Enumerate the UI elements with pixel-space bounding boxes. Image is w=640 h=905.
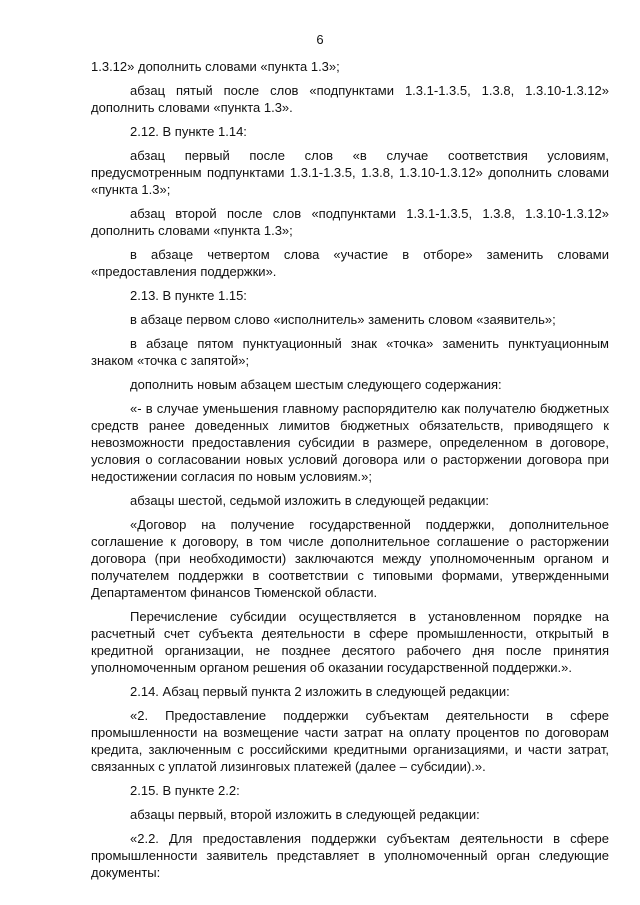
- paragraph-2: абзац пятый после слов «подпунктами 1.3.1-1.3.5, 1.3.8, 1.3.10-1.3.12» дополнить словами «пункта 1.3».: [91, 83, 609, 115]
- section-2-12-heading: 2.12. В пункте 1.14:: [130, 124, 247, 139]
- section-2-14-heading: 2.14. Абзац первый пункта 2 изложить в следующей редакции:: [130, 684, 510, 699]
- paragraph-13: «Договор на получение государственной поддержки, дополнительное соглашение к договору, в том числе дополнительное соглашение о расторжении договора (при необходимости) заключаются между уполномоченным органом и получателем поддержки в соответствии с типовыми формами, утвержденными Департаментом финансов Тюменской области.: [91, 517, 609, 600]
- paragraph-1: 1.3.12» дополнить словами «пункта 1.3»;: [91, 59, 340, 74]
- section-2-13-heading: 2.13. В пункте 1.15:: [130, 288, 247, 303]
- document-body: [91, 58, 609, 888]
- paragraph-14: Перечисление субсидии осуществляется в установленном порядке на расчетный счет субъекта деятельности в сфере промышленности, открытый в кредитной организации, не позднее десятого рабочего дня после принятия уполномоченным органом решения об оказании государственной поддержки.».: [91, 609, 609, 675]
- paragraph-11: «- в случае уменьшения главному распорядителю как получателю бюджетных средств ранее доведенных лимитов бюджетных обязательств, приводящего к невозможности предоставления субсидии в размере, определенном в договоре, условия о согласовании новых условий договора или о расторжении договора при недостижении согласия по новым условиям.»;: [91, 401, 609, 484]
- section-2-15-heading: 2.15. В пункте 2.2:: [130, 783, 240, 798]
- paragraph-8: в абзаце первом слово «исполнитель» заменить словом «заявитель»;: [130, 312, 556, 327]
- paragraph-19: «2.2. Для предоставления поддержки субъектам деятельности в сфере промышленности заявитель представляет в уполномоченный орган следующие документы:: [91, 831, 609, 880]
- page-number: 6: [316, 32, 324, 47]
- paragraph-5: абзац второй после слов «подпунктами 1.3.1-1.3.5, 1.3.8, 1.3.10-1.3.12» дополнить словами «пункта 1.3»;: [91, 206, 609, 238]
- paragraph-4: абзац первый после слов «в случае соответствия условиям, предусмотренным подпунктами 1.3.1-1.3.5, 1.3.8, 1.3.10-1.3.12» дополнить словами «пункта 1.3»;: [91, 148, 609, 197]
- paragraph-12: абзацы шестой, седьмой изложить в следующей редакции:: [130, 493, 489, 508]
- paragraph-6: в абзаце четвертом слова «участие в отборе» заменить словами «предоставления поддержки».: [91, 247, 609, 279]
- paragraph-16: «2. Предоставление поддержки субъектам деятельности в сфере промышленности на возмещение части затрат на оплату процентов по договорам кредита, заключенным с российскими кредитными организациями, и части затрат, связанных с уплатой лизинговых платежей (далее – субсидии).».: [91, 708, 609, 774]
- paragraph-18: абзацы первый, второй изложить в следующей редакции:: [130, 807, 480, 822]
- paragraph-10: дополнить новым абзацем шестым следующего содержания:: [130, 377, 502, 392]
- paragraph-9: в абзаце пятом пунктуационный знак «точка» заменить пунктуационным знаком «точка с запятой»;: [91, 336, 609, 368]
